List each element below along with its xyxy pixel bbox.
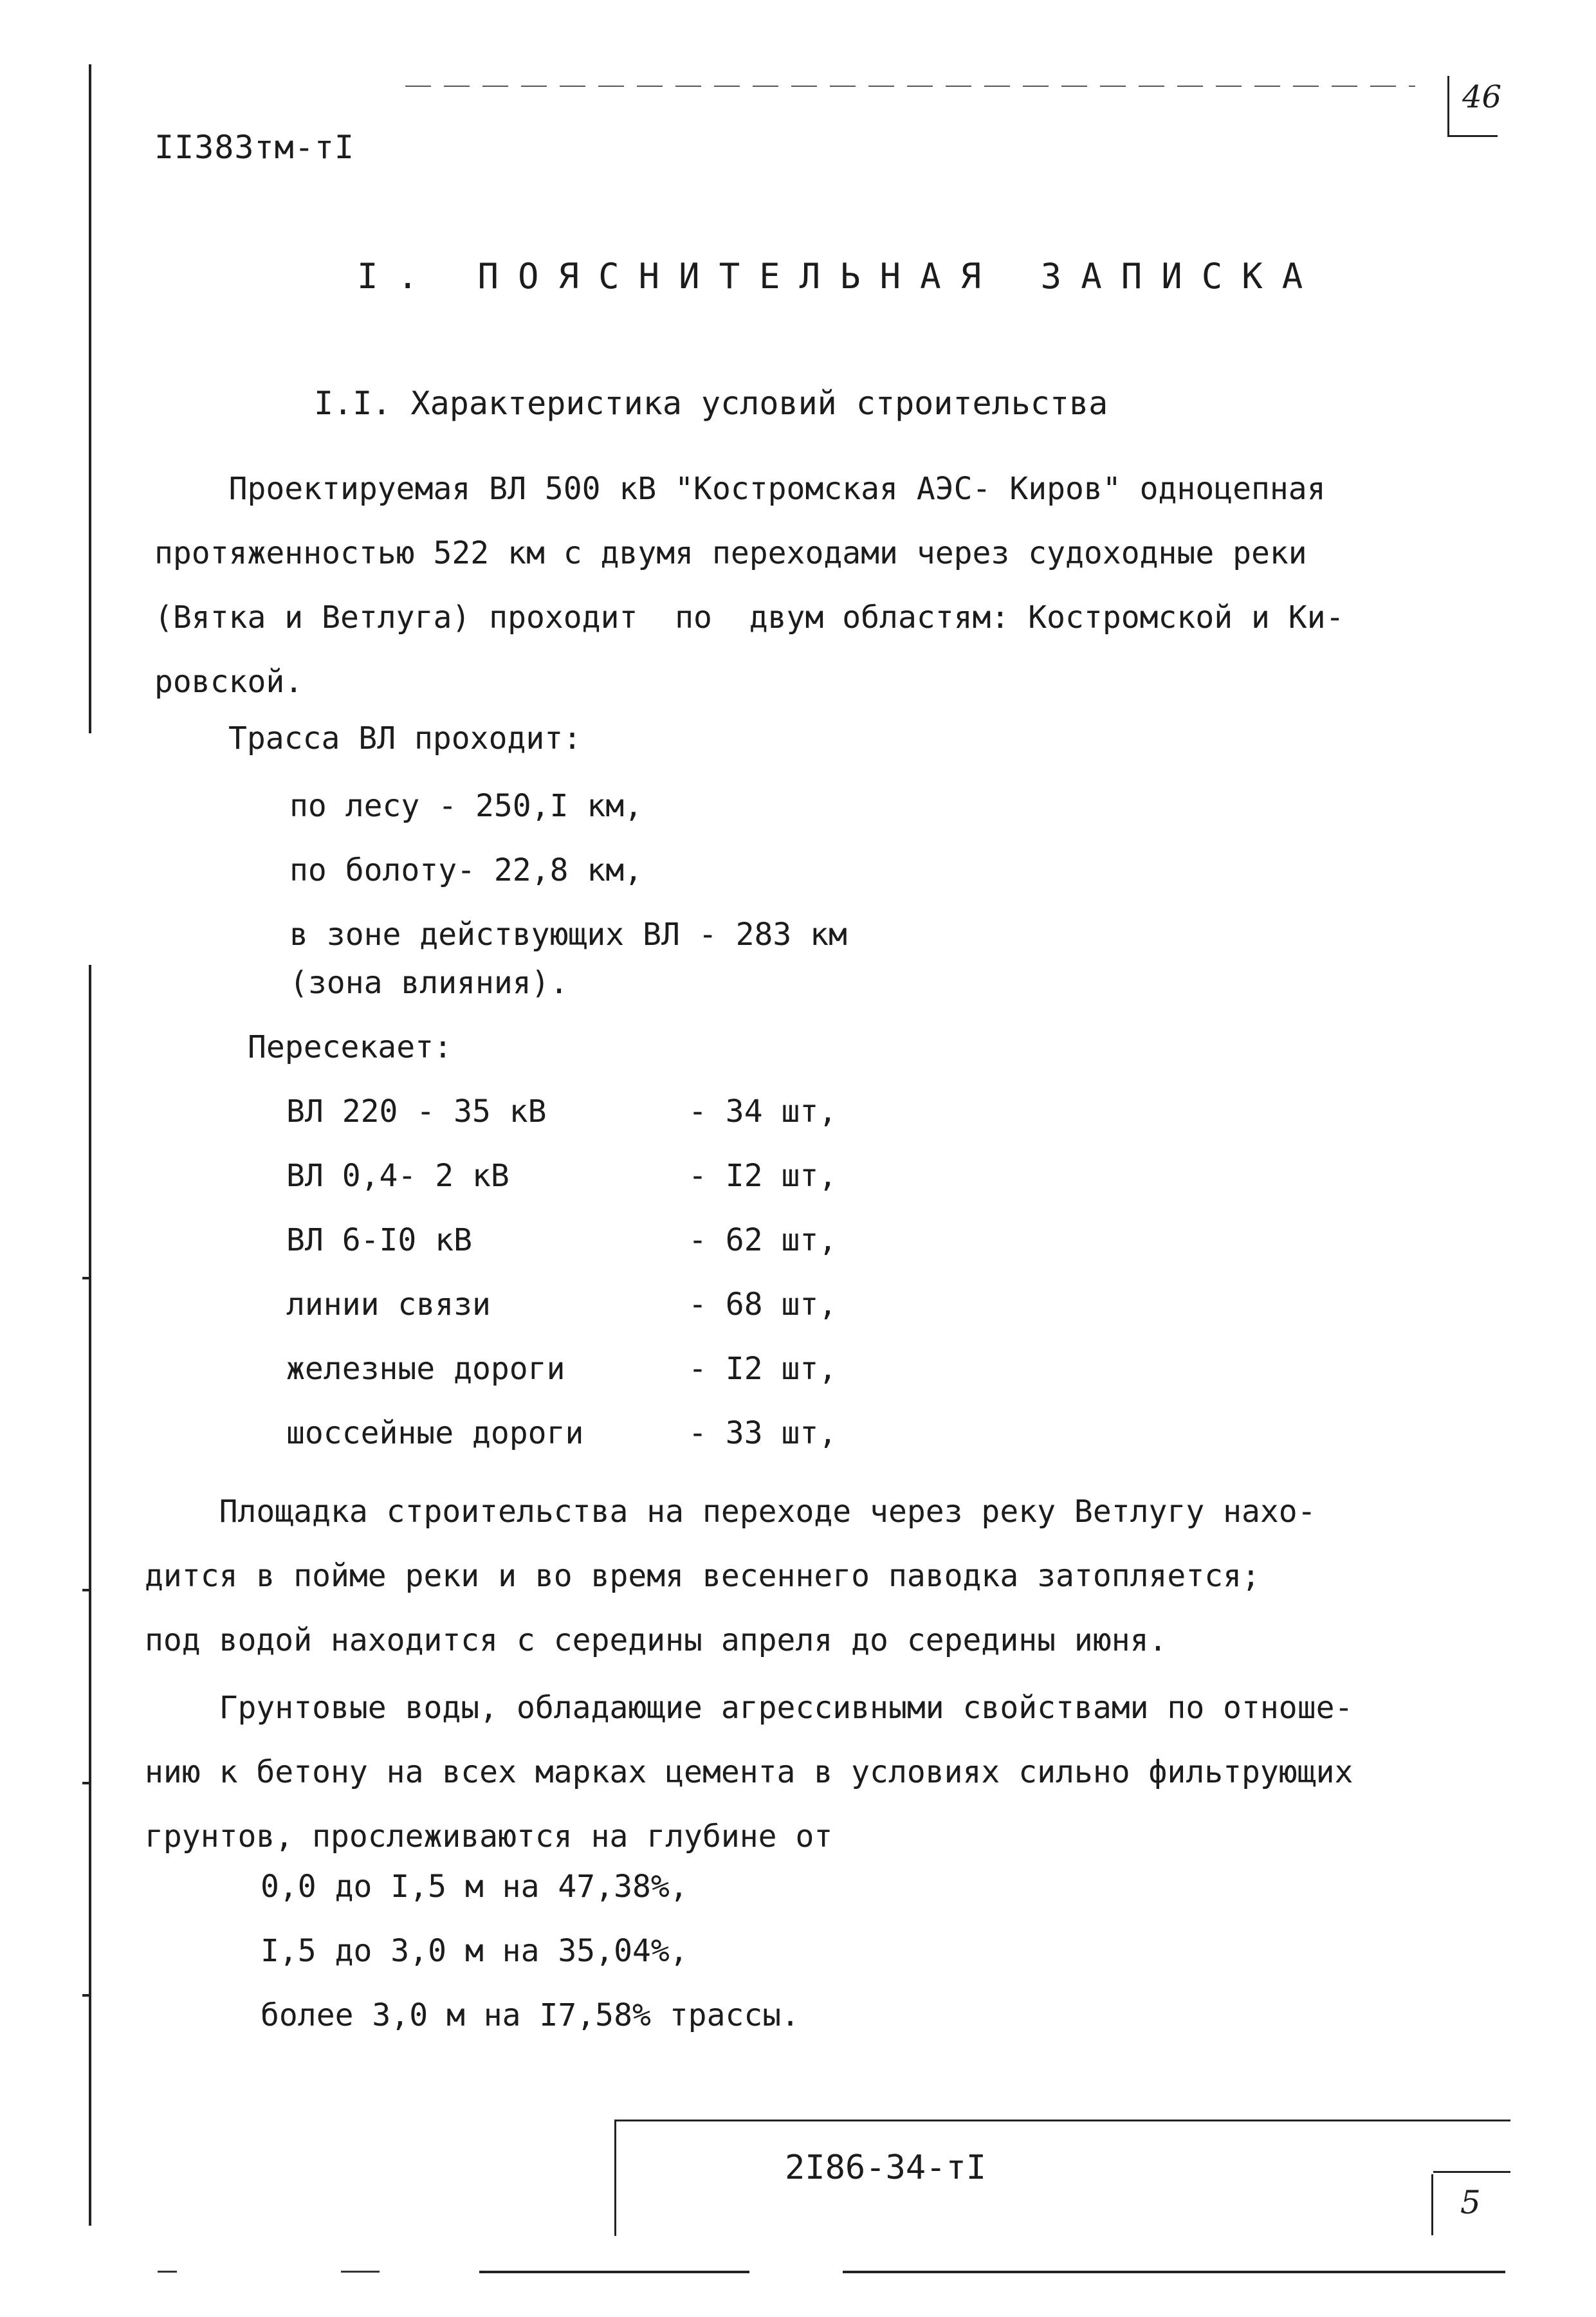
crossing-count: - I2 шт, — [688, 1158, 838, 1194]
top-dashed-rule — [405, 86, 1415, 87]
page-mark-top — [1447, 76, 1502, 137]
text-line: под водой находится с середины апреля до середины июня. — [145, 1622, 1168, 1658]
depth-item: 0,0 до I,5 м на 47,38%, — [261, 1869, 688, 1905]
crossing-name: ВЛ 220 - 35 кВ — [286, 1094, 547, 1130]
crossing-count: - 68 шт, — [688, 1287, 838, 1323]
intro-paragraph — [154, 457, 1344, 714]
route-item: по болоту- 22,8 км, — [289, 852, 643, 888]
page-number: 5 — [1460, 2184, 1481, 2221]
section-title: I. ПОЯСНИТЕЛЬНАЯ ЗАПИСКА — [357, 256, 1323, 297]
crossing-name: линии связи — [286, 1287, 491, 1323]
title-block-separator — [1431, 2174, 1433, 2235]
crossing-name: ВЛ 6-I0 кВ — [286, 1222, 472, 1258]
margin-tick — [82, 1782, 91, 1784]
text-line: нию к бетону на всех марках цемента в условиях сильно фильтрующих — [145, 1754, 1353, 1790]
crossings-heading: Пересекает: — [248, 1029, 452, 1065]
text-line: протяженностью 522 км с двумя переходами через судоходные реки — [154, 535, 1307, 571]
section-subtitle: I.I. Характеристика условий строительства — [314, 385, 1108, 422]
route-item: в зоне действующих ВЛ - 283 км — [289, 917, 847, 953]
title-block-code: 2I86-34-тI — [785, 2148, 987, 2187]
flood-paragraph — [145, 1479, 1316, 1672]
bottom-rule — [158, 2271, 177, 2273]
left-margin-line-lower — [89, 965, 91, 2226]
text-line: Грунтовые воды, обладающие агрессивными свойствами по отноше- — [145, 1690, 1353, 1726]
document-code: II383тм-тI — [154, 129, 355, 166]
title-block-rule — [1433, 2120, 1510, 2121]
route-heading: Трасса ВЛ проходит: — [228, 720, 582, 756]
depth-item: I,5 до 3,0 м на 35,04%, — [261, 1933, 688, 1969]
crossing-count: - 34 шт, — [688, 1094, 838, 1130]
margin-tick — [82, 1277, 91, 1279]
crossing-name: ВЛ 0,4- 2 кВ — [286, 1158, 509, 1194]
crossing-count: - 62 шт, — [688, 1222, 838, 1258]
page-mark-top-number: 46 — [1462, 79, 1502, 115]
text-line: грунтов, прослеживаются на глубине от — [145, 1818, 833, 1855]
text-line: (Вятка и Ветлуга) проходит по двум областям: Костромской и Ки- — [154, 600, 1344, 636]
bottom-rule — [843, 2271, 1505, 2273]
text-line: Площадка строительства на переходе через реку Ветлугу нахо- — [145, 1494, 1316, 1530]
text-line: ровской. — [154, 664, 304, 700]
text-line: Проектируемая ВЛ 500 кВ "Костромская АЭС- Киров" одноцепная — [154, 471, 1326, 507]
bottom-rule — [341, 2271, 380, 2273]
margin-tick — [82, 1589, 91, 1591]
route-item: (зона влияния). — [289, 965, 569, 1001]
crossing-name: шоссейные дороги — [286, 1415, 584, 1451]
bottom-rule — [479, 2271, 749, 2273]
left-margin-line-upper — [89, 64, 91, 733]
route-item: по лесу - 250,I км, — [289, 788, 643, 824]
crossing-count: - 33 шт, — [688, 1415, 838, 1451]
text-line: дится в пойме реки и во время весеннего паводка затопляется; — [145, 1558, 1260, 1594]
crossing-name: железные дороги — [286, 1351, 565, 1387]
title-block-rule — [1433, 2171, 1510, 2173]
depth-item: более 3,0 м на I7,58% трассы. — [261, 1997, 800, 2033]
title-block — [614, 2120, 1433, 2236]
groundwater-paragraph — [145, 1676, 1353, 1869]
margin-tick — [82, 1994, 91, 1997]
crossing-count: - I2 шт, — [688, 1351, 838, 1387]
